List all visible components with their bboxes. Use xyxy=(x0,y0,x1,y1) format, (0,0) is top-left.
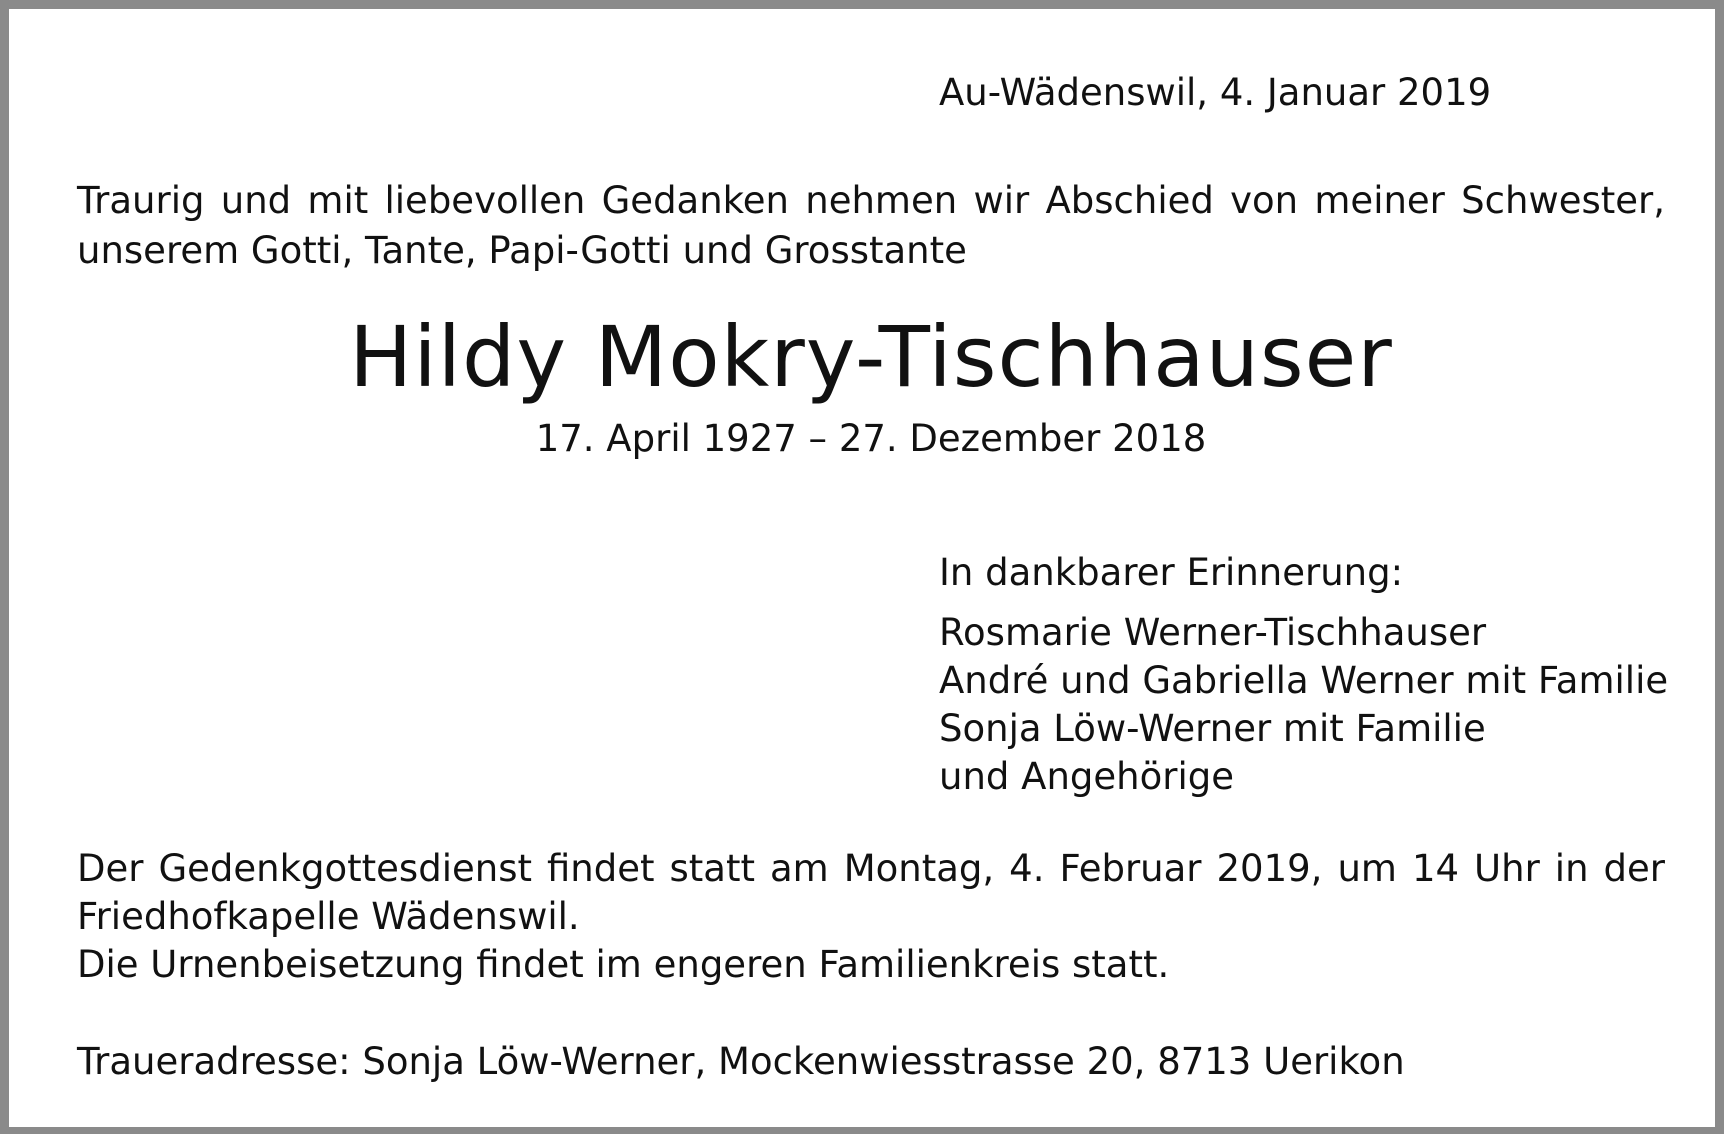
service-line-3: Die Urnenbeisetzung findet im engeren Familienkreis statt. xyxy=(77,943,1170,986)
mourner-item: André und Gabriella Werner mit Familie xyxy=(939,659,1669,702)
service-line-1: Der Gedenkgottesdienst findet statt am Montag, 4. Februar 2019, um 14 Uhr in der xyxy=(77,847,1665,890)
mourner-item: und Angehörige xyxy=(939,755,1234,798)
memory-heading: In dankbarer Erinnerung: xyxy=(939,551,1404,594)
place-date: Au-Wädenswil, 4. Januar 2019 xyxy=(939,71,1492,114)
mourners-list xyxy=(939,609,1668,801)
service-info xyxy=(77,845,1665,989)
mourning-address: Traueradresse: Sonja Löw-Werner, Mockenwiesstrasse 20, 8713 Uerikon xyxy=(77,1040,1405,1083)
mourner-item: Rosmarie Werner-Tischhauser xyxy=(939,611,1487,654)
life-dates: 17. April 1927 – 27. Dezember 2018 xyxy=(535,417,1207,460)
intro-text xyxy=(77,176,1665,276)
service-line-2: Friedhofkapelle Wädenswil. xyxy=(77,895,580,938)
mourner-item: Sonja Löw-Werner mit Familie xyxy=(939,707,1486,750)
intro-line-1: Traurig und mit liebevollen Gedanken nehmen wir Abschied von meiner Schwester, xyxy=(77,179,1665,222)
deceased-name: Hildy Mokry-Tischhauser xyxy=(349,308,1393,406)
intro-line-2: unserem Gotti, Tante, Papi-Gotti und Grosstante xyxy=(77,229,967,272)
